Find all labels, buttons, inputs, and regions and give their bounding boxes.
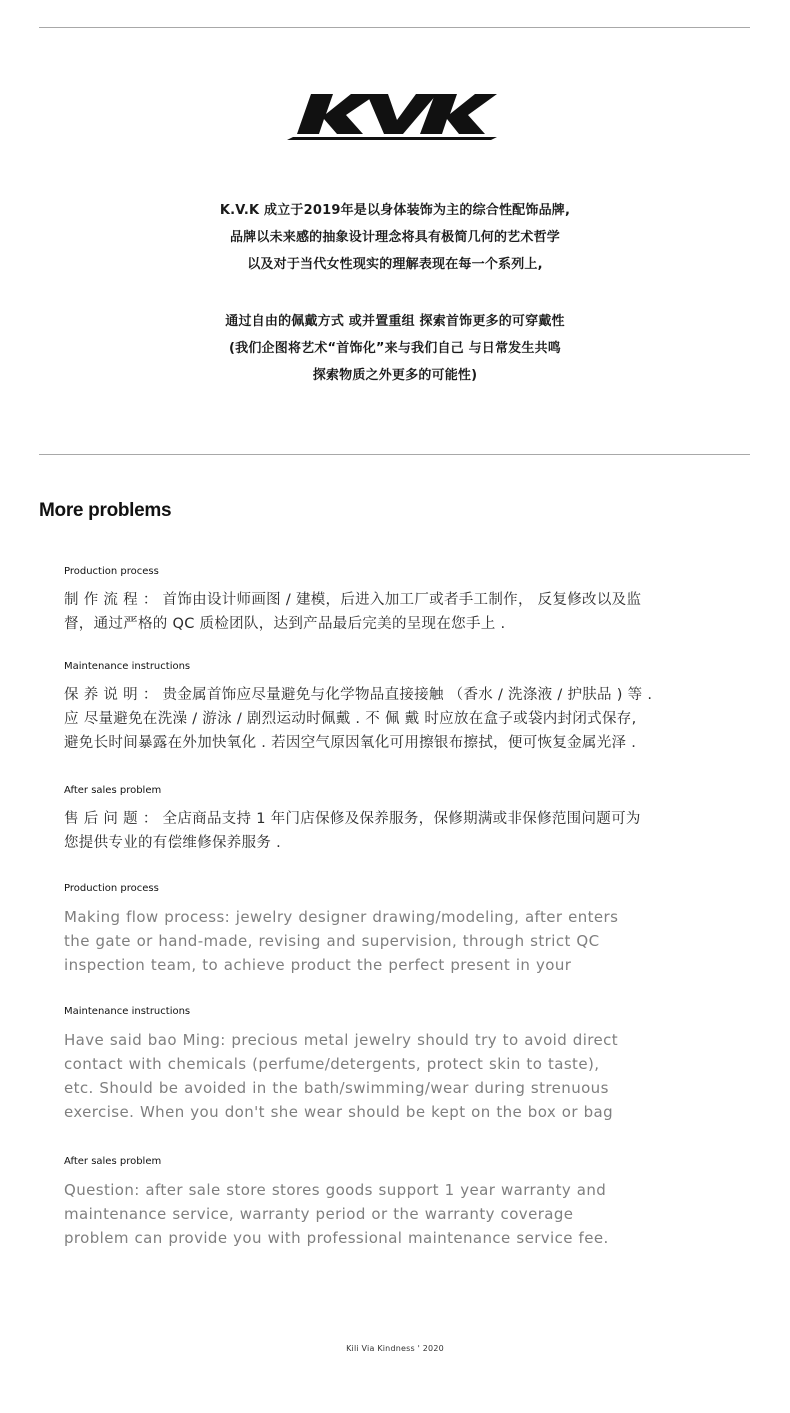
item-line: Making flow process: jewelry designer drawing/modeling, after enters	[64, 908, 619, 926]
intro-line: (我们企图将艺术“首饰化”来与我们自己 与日常发生共鸣	[229, 341, 561, 356]
after-sales-problem-cn	[64, 783, 744, 855]
section-title: More problems	[39, 500, 172, 521]
item-body	[64, 683, 744, 755]
item-line: 应 尽量避免在洗澡 / 游泳 / 剧烈运动时佩戴 . 不 佩 戴 时应放在盒子或袋内封闭式保存,	[64, 711, 637, 727]
intro-line: 探索物质之外更多的可能性)	[312, 368, 478, 383]
item-body	[64, 1178, 744, 1250]
production-process-en	[64, 881, 744, 977]
item-line: 售 后 问 题 ： 全店商品支持 1 年门店保修及保养服务，保修期满或非保修范围问题可为	[64, 811, 641, 827]
production-process-cn	[64, 564, 744, 636]
maintenance-instructions-en	[64, 1004, 744, 1124]
item-line: etc. Should be avoided in the bath/swimming/wear during strenuous	[64, 1079, 609, 1097]
item-line: 制 作 流 程 ： 首饰由设计师画图 / 建模，后进入加工厂或者手工制作， 反复修改以及监	[64, 592, 642, 608]
intro-line: 通过自由的佩戴方式 或并置重组 探索首饰更多的可穿戴性	[225, 314, 565, 329]
brand-intro-paragraph-1	[0, 197, 790, 278]
item-line: Question: after sale store stores goods support 1 year warranty and	[64, 1181, 607, 1199]
item-line: inspection team, to achieve product the perfect present in your	[64, 956, 572, 974]
item-body	[64, 807, 744, 855]
item-body	[64, 588, 744, 636]
item-line: the gate or hand-made, revising and supervision, through strict QC	[64, 932, 600, 950]
item-line: contact with chemicals (perfume/detergents, protect skin to taste),	[64, 1055, 600, 1073]
item-line: 您提供专业的有偿维修保养服务 .	[64, 835, 282, 851]
item-label: After sales problem	[64, 1156, 162, 1167]
top-divider	[39, 27, 750, 28]
item-line: 保 养 说 明 ： 贵金属首饰应尽量避免与化学物品直接接触 （香水 / 洗涤液 / 护肤品 ) 等 .	[64, 687, 653, 703]
item-body	[64, 1028, 744, 1124]
item-label: Maintenance instructions	[64, 661, 191, 672]
item-line: 督，通过严格的 QC 质检团队，达到产品最后完美的呈现在您手上 .	[64, 616, 506, 632]
item-label: After sales problem	[64, 785, 162, 796]
brand-intro-paragraph-2	[0, 308, 790, 389]
item-line: exercise. When you don't she wear should be kept on the box or bag	[64, 1103, 614, 1121]
item-body	[64, 905, 744, 977]
item-label: Maintenance instructions	[64, 1006, 191, 1017]
intro-line: 品牌以未来感的抽象设计理念将具有极简几何的艺术哲学	[229, 230, 560, 245]
intro-line: K.V.K 成立于2019年是以身体装饰为主的综合性配饰品牌,	[219, 203, 571, 218]
kvk-logo	[285, 92, 501, 146]
after-sales-problem-en	[64, 1154, 744, 1250]
intro-line: 以及对于当代女性现实的理解表现在每一个系列上,	[247, 257, 543, 272]
item-line: maintenance service, warranty period or the warranty coverage	[64, 1205, 574, 1223]
maintenance-instructions-cn	[64, 659, 744, 755]
item-line: problem can provide you with professional maintenance service fee.	[64, 1229, 609, 1247]
item-label: Production process	[64, 883, 159, 894]
item-label: Production process	[64, 566, 159, 577]
footer-credit: Kili Via Kindness ' 2020	[346, 1344, 444, 1353]
middle-divider	[39, 454, 750, 455]
item-line: 避免长时间暴露在外加快氧化 . 若因空气原因氧化可用擦银布擦拭，便可恢复金属光泽 .	[64, 735, 637, 751]
item-line: Have said bao Ming: precious metal jewelry should try to avoid direct	[64, 1031, 619, 1049]
